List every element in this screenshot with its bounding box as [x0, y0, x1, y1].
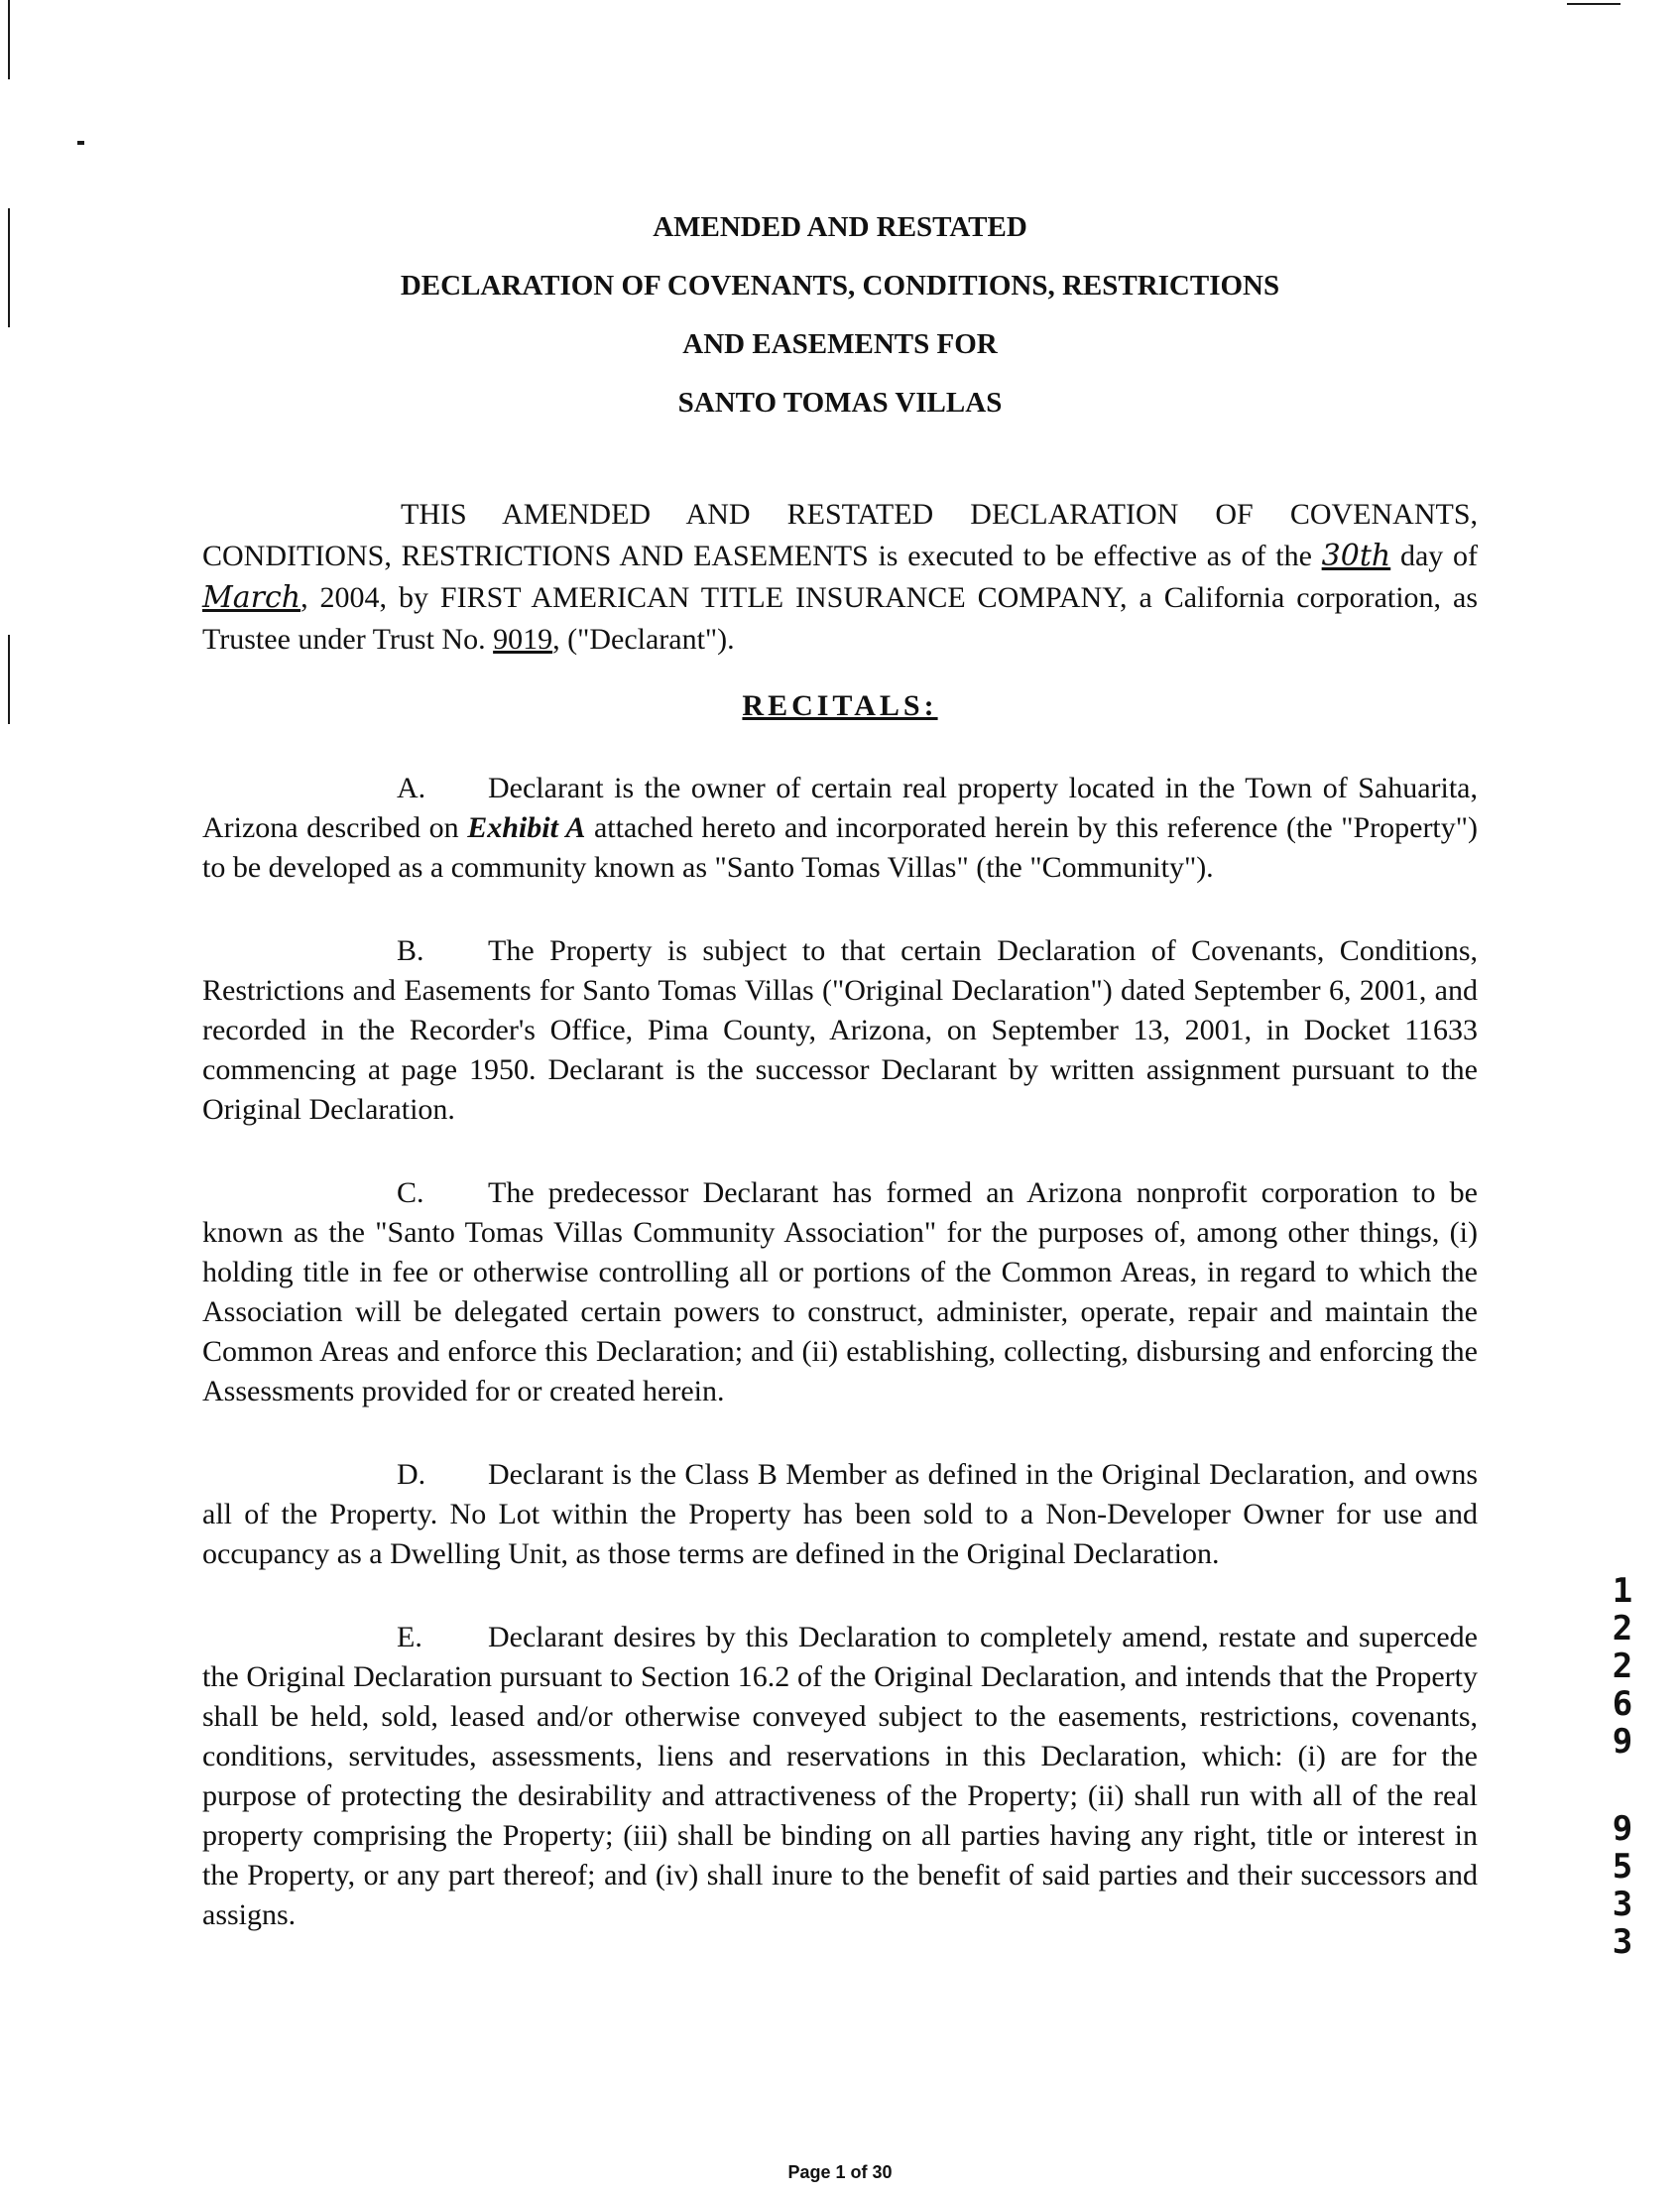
stamp-digit: 3 [1612, 1922, 1633, 1962]
recital-text: The Property is subject to that certain Declaration of Covenants, Conditions, Restrictions and Easements for Santo Tomas Villas ("Original Declaration") dated September 6, 2001, and recorded in the Recorder's Office, Pima County, Arizona, on September 13, 2001, in Docket 11633 commencing at page 1950. Declarant is the successor Declarant by written assignment pursuant to the Original Declaration. [202, 934, 1478, 1126]
recitals-list [202, 769, 1478, 1979]
handwritten-month: March [202, 580, 301, 615]
title-line: SANTO TOMAS VILLAS [677, 387, 1003, 419]
trust-number: 9019 [493, 623, 553, 656]
recital-e [202, 1618, 1478, 1935]
intro-part4: , ("Declarant"). [552, 623, 735, 656]
recital-c [202, 1173, 1478, 1411]
intro-part3: , 2004, by FIRST AMERICAN TITLE INSURANCE COMPANY, a California corporation, as Trustee under Trust No. [202, 581, 1478, 656]
document-title [198, 198, 1482, 432]
recital-letter: B. [397, 934, 424, 967]
recital-text: Declarant is the owner of certain real property located in the Town of Sahuarita, Arizona described on [202, 772, 1478, 844]
stamp-digit: 6 [1612, 1684, 1633, 1724]
scan-artifact [8, 208, 10, 327]
recital-text: The predecessor Declarant has formed an Arizona nonprofit corporation to be known as the "Santo Tomas Villas Community Association" for the purposes of, among other things, (i) holding title in fee or otherwise controlling all or portions of the Common Areas, in regard to which the Association will be delegated certain powers to construct, administer, operate, repair and maintain the Common Areas and enforce this Declaration; and (ii) establishing, collecting, disbursing and enforcing the Assessments provided for or created herein. [202, 1176, 1478, 1407]
recording-stamp [1605, 1572, 1640, 1961]
page-number: Page 1 of 30 [787, 2162, 893, 2182]
stamp-digit: 2 [1612, 1647, 1633, 1686]
intro-text [202, 494, 1478, 661]
stamp-digit: 2 [1612, 1609, 1633, 1648]
recital-d [202, 1455, 1478, 1574]
recital-letter: A. [397, 772, 426, 804]
title-line: AMENDED AND RESTATED [653, 211, 1027, 243]
handwritten-day: 30th [1321, 539, 1391, 573]
stamp-digit: 3 [1612, 1885, 1633, 1924]
exhibit-reference: Exhibit A [467, 811, 586, 844]
stamp-digit: 5 [1612, 1847, 1633, 1887]
scan-artifact [1567, 3, 1620, 5]
stamp-gap [1605, 1761, 1640, 1810]
scan-artifact [77, 141, 84, 145]
recital-a [202, 769, 1478, 888]
intro-paragraph [202, 494, 1478, 661]
title-line: DECLARATION OF COVENANTS, CONDITIONS, RESTRICTIONS [400, 270, 1280, 302]
recital-b [202, 931, 1478, 1130]
stamp-digit: 9 [1612, 1809, 1633, 1849]
recital-text: Declarant desires by this Declaration to completely amend, restate and supercede the Original Declaration pursuant to Section 16.2 of the Original Declaration, and intends that the Property shall be held, sold, leased and/or otherwise conveyed subject to the easements, restrictions, covenants, conditions, servitudes, assessments, liens and reservations in this Declaration, which: (i) are for the purpose of protecting the desirability and attractiveness of the Property; (ii) shall run with all of the real property comprising the Property; (iii) shall be binding on all parties having any right, title or interest in the Property, or any part thereof; and (iv) shall inure to the benefit of said parties and their successors and assigns. [202, 1621, 1478, 1931]
recital-letter: E. [397, 1621, 422, 1653]
recitals-heading: RECITALS: [742, 689, 938, 722]
recital-letter: C. [397, 1176, 424, 1209]
stamp-digit: 1 [1612, 1571, 1633, 1611]
intro-part1: THIS AMENDED AND RESTATED DECLARATION OF COVENANTS, CONDITIONS, RESTRICTIONS AND EASEMENTS is executed to be effective as of the [202, 498, 1478, 572]
intro-part2: day of [1399, 540, 1479, 572]
scan-artifact [8, 0, 10, 79]
stamp-digit: 9 [1612, 1722, 1633, 1762]
recital-text: Declarant is the Class B Member as defined in the Original Declaration, and owns all of the Property. No Lot within the Property has been sold to a Non-Developer Owner for use and occupancy as a Dwelling Unit, as those terms are defined in the Original Declaration. [202, 1458, 1478, 1570]
title-line: AND EASEMENTS FOR [682, 328, 998, 360]
recital-letter: D. [397, 1458, 426, 1491]
recital-text: attached hereto and incorporated herein by this reference (the "Property") to be developed as a community known as "Santo Tomas Villas" (the "Community"). [202, 811, 1479, 884]
